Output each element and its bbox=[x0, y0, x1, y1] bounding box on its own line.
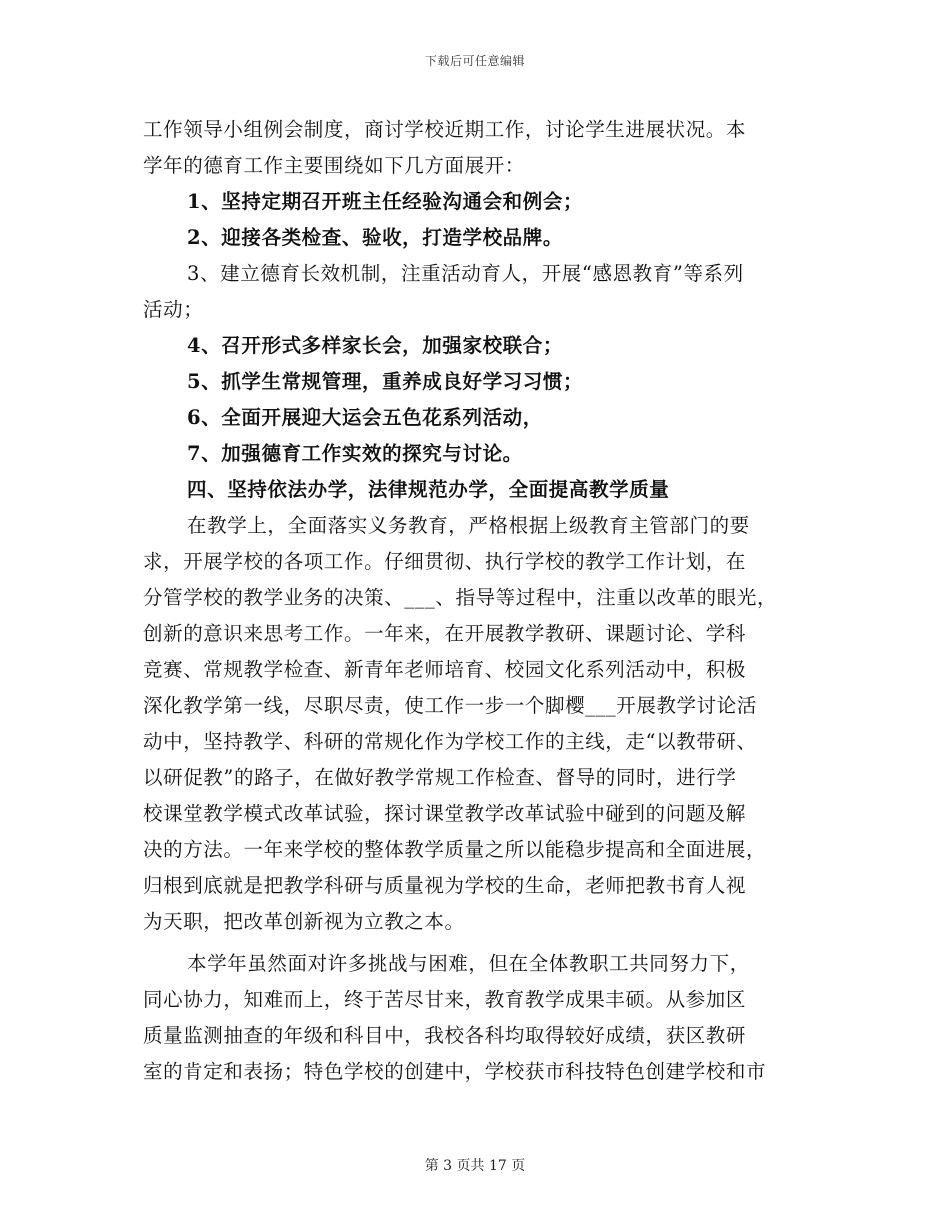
document-body bbox=[143, 112, 815, 1090]
text-line: 在教学上，全面落实义务教育，严格根据上级教育主管部门的要 bbox=[187, 514, 750, 537]
text-line: 6、全面开展迎大运会五色花系列活动， bbox=[187, 406, 543, 429]
text-line: 室的肯定和表扬；特色学校的创建中，学校获市科技特色创建学校和市 bbox=[143, 1060, 767, 1083]
text-line: 求，开展学校的各项工作。仔细贯彻、执行学校的教学工作计划，在 bbox=[143, 550, 747, 573]
text-line: 2、迎接各类检查、验收，打造学校品牌。 bbox=[187, 226, 563, 249]
text-line: 动中，坚持教学、科研的常规化作为学校工作的主线，走“以教带研、 bbox=[143, 730, 757, 753]
text-line: 为天职，把改革创新视为立教之本。 bbox=[143, 910, 465, 933]
text-line: 3、建立德育长效机制，注重活动育人，开展“感恩教育”等系列 bbox=[187, 262, 744, 285]
text-line: 同心协力，知难而上，终于苦尽甘来，教育教学成果丰硕。从参加区 bbox=[143, 988, 747, 1011]
text-line: 7、加强德育工作实效的探究与讨论。 bbox=[187, 442, 523, 465]
text-line: 决的方法。一年来学校的整体教学质量之所以能稳步提高和全面进展， bbox=[143, 838, 767, 861]
text-line: 以研促教”的路子，在做好教学常规工作检查、督导的同时，进行学 bbox=[143, 766, 737, 789]
text-line: 1、坚持定期召开班主任经验沟通会和例会； bbox=[187, 190, 584, 213]
text-line: 质量监测抽查的年级和科目中，我校各科均取得较好成绩，获区教研 bbox=[143, 1024, 747, 1047]
text-line: 分管学校的教学业务的决策、___、指导等过程中，注重以改革的眼光， bbox=[143, 586, 778, 609]
text-line: 活动； bbox=[143, 298, 204, 321]
page-footer: 第 3 页共 17 页 bbox=[424, 1158, 526, 1174]
text-line: 学年的德育工作主要围绕如下几方面展开： bbox=[143, 154, 525, 177]
text-line: 5、抓学生常规管理，重养成良好学习习惯； bbox=[187, 370, 584, 393]
page-header: 下载后可任意编辑 bbox=[424, 54, 525, 68]
text-line: 竞赛、常规教学检查、新青年老师培育、校园文化系列活动中，积极 bbox=[143, 658, 747, 681]
text-line: 4、召开形式多样家长会，加强家校联合； bbox=[187, 334, 563, 357]
text-line: 校课堂教学模式改革试验，探讨课堂教学改革试验中碰到的问题及解 bbox=[143, 802, 747, 825]
text-line: 归根到底就是把教学科研与质量视为学校的生命，老师把教书育人视 bbox=[143, 874, 747, 897]
text-line: 创新的意识来思考工作。一年来，在开展教学教研、课题讨论、学科 bbox=[143, 622, 747, 645]
text-line: 工作领导小组例会制度，商讨学校近期工作，讨论学生进展状况。本 bbox=[143, 118, 747, 141]
text-line: 四、坚持依法办学，法律规范办学，全面提高教学质量 bbox=[187, 478, 670, 501]
text-line: 深化教学第一线，尽职尽责，使工作一步一个脚樱___开展教学讨论活 bbox=[143, 694, 757, 717]
text-line: 本学年虽然面对许多挑战与困难，但在全体教职工共同努力下， bbox=[187, 952, 750, 975]
